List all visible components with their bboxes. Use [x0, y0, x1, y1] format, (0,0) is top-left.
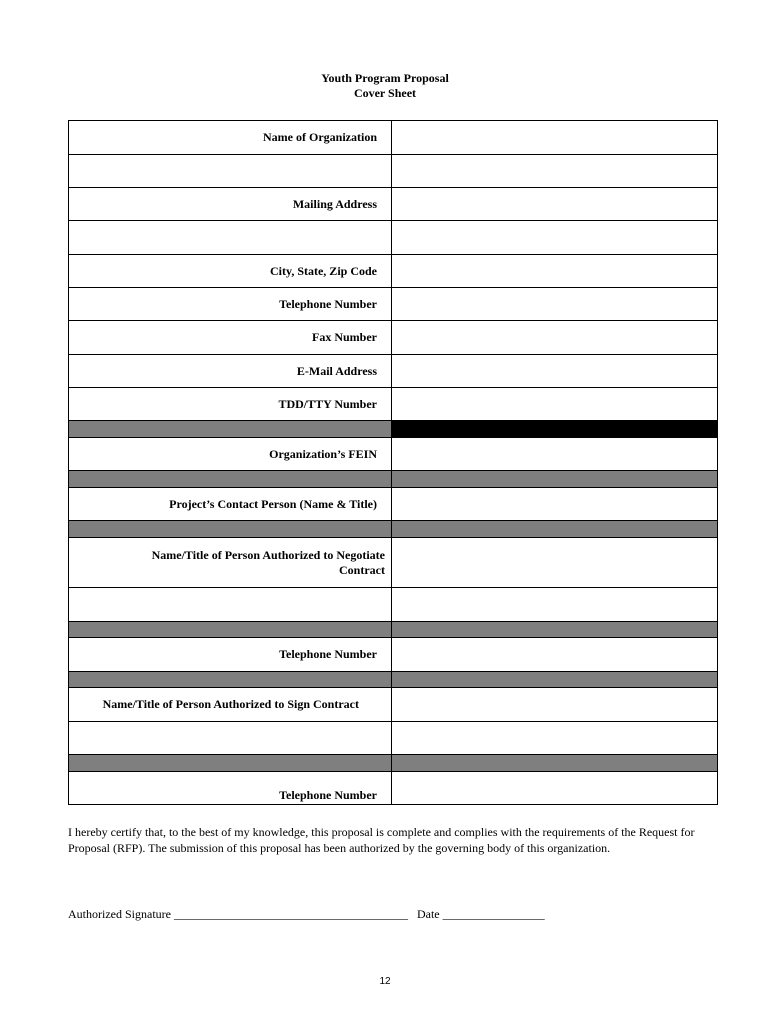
separator-bar	[69, 672, 392, 688]
label-tdd-tty: TDD/TTY Number	[69, 388, 392, 421]
label-negotiate-telephone: Telephone Number	[69, 638, 392, 672]
page-number: 12	[379, 976, 391, 987]
label-contact-person: Project’s Contact Person (Name & Title)	[69, 488, 392, 521]
label-blank	[69, 588, 392, 622]
field-negotiate-person[interactable]	[392, 538, 718, 588]
signature-line	[68, 906, 545, 922]
field-mailing-address-2[interactable]	[392, 221, 718, 255]
signature-blank[interactable]: _______________________________________	[173, 907, 408, 921]
document-title: Youth Program Proposal	[321, 71, 449, 85]
label-fein: Organization’s FEIN	[69, 438, 392, 471]
document-subtitle: Cover Sheet	[353, 86, 417, 100]
label-blank	[69, 722, 392, 755]
date-blank[interactable]: _________________	[442, 907, 545, 921]
signature-label: Authorized Signature	[68, 907, 171, 921]
field-negotiate-telephone[interactable]	[392, 638, 718, 672]
label-telephone: Telephone Number	[69, 288, 392, 321]
separator-bar	[69, 521, 392, 538]
field-sign-person[interactable]	[392, 688, 718, 722]
label-blank	[69, 155, 392, 188]
field-city-state-zip[interactable]	[392, 255, 718, 288]
separator-bar-black	[392, 421, 718, 438]
label-negotiate-person: Name/Title of Person Authorized to Negotiate Contract	[69, 538, 392, 588]
field-mailing-address[interactable]	[392, 188, 718, 221]
label-email: E-Mail Address	[69, 355, 392, 388]
certification-statement: I hereby certify that, to the best of my knowledge, this proposal is complete and complies with the requirements of the Request for Proposal (RFP). The submission of this proposal has been authorized by the governing body of this organization.	[68, 825, 695, 855]
field-fax[interactable]	[392, 321, 718, 355]
separator-bar	[69, 622, 392, 638]
field-org-name-2[interactable]	[392, 155, 718, 188]
label-city-state-zip: City, State, Zip Code	[69, 255, 392, 288]
separator-bar	[392, 521, 718, 538]
label-fax: Fax Number	[69, 321, 392, 355]
separator-bar	[392, 471, 718, 488]
date-label: Date	[416, 907, 440, 921]
label-org-name: Name of Organization	[69, 121, 392, 155]
separator-bar	[69, 755, 392, 772]
label-sign-telephone: Telephone Number	[69, 772, 392, 805]
field-email[interactable]	[392, 355, 718, 388]
separator-bar	[69, 471, 392, 488]
field-tdd-tty[interactable]	[392, 388, 718, 421]
field-sign-telephone[interactable]	[392, 772, 718, 805]
separator-bar	[392, 622, 718, 638]
cover-sheet-table	[68, 120, 718, 805]
separator-bar	[392, 755, 718, 772]
label-mailing-address: Mailing Address	[69, 188, 392, 221]
label-blank	[69, 221, 392, 255]
field-org-name[interactable]	[392, 121, 718, 155]
field-fein[interactable]	[392, 438, 718, 471]
label-sign-person: Name/Title of Person Authorized to Sign Contract	[69, 688, 392, 722]
field-telephone[interactable]	[392, 288, 718, 321]
field-contact-person[interactable]	[392, 488, 718, 521]
field-negotiate-person-2[interactable]	[392, 588, 718, 622]
separator-bar	[69, 421, 392, 438]
separator-bar	[392, 672, 718, 688]
field-sign-person-2[interactable]	[392, 722, 718, 755]
